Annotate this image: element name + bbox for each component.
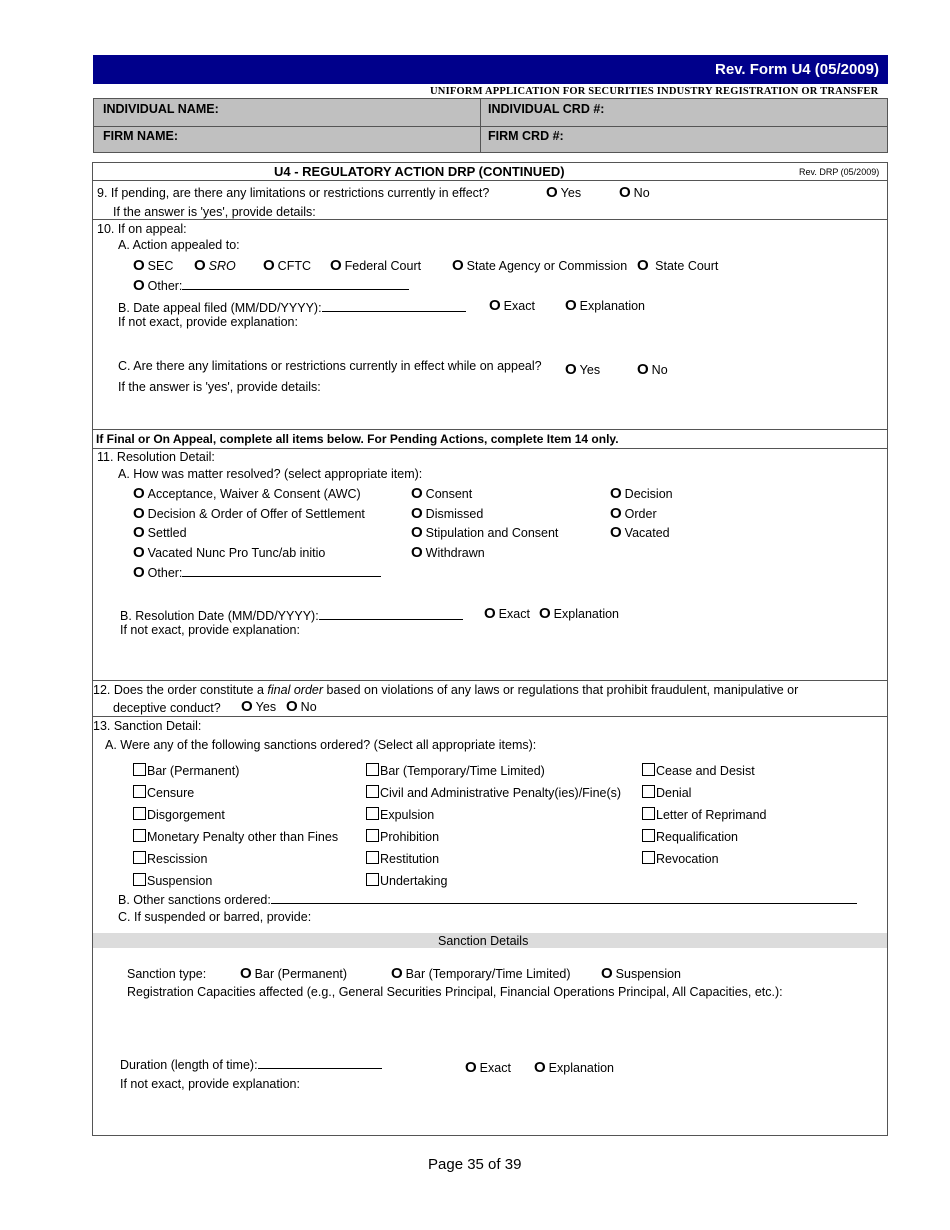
q10-c-details: If the answer is 'yes', provide details: <box>118 380 321 394</box>
checkbox-icon <box>642 785 655 798</box>
sanction-bar-permanent-option[interactable]: O Bar (Permanent) <box>240 965 348 982</box>
radio-icon: O <box>133 524 145 541</box>
q13-checkbox-option[interactable]: Monetary Penalty other than Fines <box>133 829 338 844</box>
radio-icon: O <box>565 297 577 314</box>
q10-state-agency-option[interactable]: O State Agency or Commission <box>452 257 628 274</box>
q13-title: 13. Sanction Detail: <box>93 719 202 733</box>
q11-b-not-exact: If not exact, provide explanation: <box>120 623 300 637</box>
radio-icon: O <box>411 544 423 561</box>
radio-icon: O <box>133 564 145 581</box>
radio-icon: O <box>411 524 423 541</box>
sanction-details-title: Sanction Details <box>438 934 529 948</box>
checkbox-icon <box>366 807 379 820</box>
identity-header <box>93 98 888 153</box>
q13-checkbox-option[interactable]: Prohibition <box>366 829 439 844</box>
capacities-label: Registration Capacities affected (e.g., General Securities Principal, Financial Operations Principal, All Capacities, etc.): <box>127 985 783 999</box>
q11-title: 11. Resolution Detail: <box>97 450 215 464</box>
checkbox-icon <box>642 829 655 842</box>
q13-checkbox-option[interactable]: Requalification <box>642 829 738 844</box>
q11-other-option[interactable]: O Other: <box>133 564 381 581</box>
q11-option[interactable]: O Vacated Nunc Pro Tunc/ab initio <box>133 544 326 561</box>
q13-checkbox-option[interactable]: Bar (Permanent) <box>133 763 239 778</box>
q13-checkbox-option[interactable]: Disgorgement <box>133 807 225 822</box>
q11-option[interactable]: O Acceptance, Waiver & Consent (AWC) <box>133 485 361 502</box>
q11-b-label: B. Resolution Date (MM/DD/YYYY): <box>120 608 463 623</box>
individual-crd-label: INDIVIDUAL CRD #: <box>488 102 605 116</box>
sanction-suspension-option[interactable]: O Suspension <box>601 965 681 982</box>
q9-text: 9. If pending, are there any limitations or restrictions currently in effect? <box>97 186 490 200</box>
q11-option[interactable]: O Vacated <box>610 524 670 541</box>
q10-c-label: C. Are there any limitations or restrictions currently in effect while on appeal? <box>118 359 542 373</box>
radio-icon: O <box>546 184 558 201</box>
q9-yes-option[interactable]: O Yes <box>546 184 582 201</box>
q11-option[interactable]: O Consent <box>411 485 473 502</box>
q12-line2: deceptive conduct? <box>113 701 221 715</box>
radio-icon: O <box>637 257 649 274</box>
radio-icon: O <box>539 605 551 622</box>
q13-checkbox-option[interactable]: Letter of Reprimand <box>642 807 766 822</box>
radio-icon: O <box>411 505 423 522</box>
radio-icon: O <box>637 361 649 378</box>
q10-cftc-option[interactable]: O CFTC <box>263 257 311 274</box>
q10-explanation-option[interactable]: O Explanation <box>565 297 645 314</box>
radio-icon: O <box>489 297 501 314</box>
q12-yes-option[interactable]: O Yes <box>241 698 277 715</box>
q13-other-sanctions-field[interactable] <box>271 892 857 904</box>
radio-icon: O <box>391 965 403 982</box>
checkbox-icon <box>366 829 379 842</box>
q13-c-label: C. If suspended or barred, provide: <box>118 910 312 924</box>
q11-explanation-option[interactable]: O Explanation <box>539 605 619 622</box>
q10-b-not-exact: If not exact, provide explanation: <box>118 315 298 329</box>
q10-title: 10. If on appeal: <box>97 222 187 236</box>
form-title: Rev. Form U4 (05/2009) <box>715 61 879 78</box>
radio-icon: O <box>240 965 252 982</box>
q13-checkbox-option[interactable]: Bar (Temporary/Time Limited) <box>366 763 545 778</box>
radio-icon: O <box>241 698 253 715</box>
q13-checkbox-option[interactable]: Civil and Administrative Penalty(ies)/Fine(s) <box>366 785 621 800</box>
q10-c-no-option[interactable]: O No <box>637 361 668 378</box>
radio-icon: O <box>465 1059 477 1076</box>
q13-b-label: B. Other sanctions ordered: <box>118 892 857 907</box>
q10-federal-court-option[interactable]: O Federal Court <box>330 257 422 274</box>
q13-checkbox-option[interactable]: Undertaking <box>366 873 447 888</box>
radio-icon: O <box>601 965 613 982</box>
q11-date-field[interactable] <box>319 608 463 620</box>
q10-a-label: A. Action appealed to: <box>118 238 240 252</box>
q11-option[interactable]: O Dismissed <box>411 505 484 522</box>
duration-not-exact: If not exact, provide explanation: <box>120 1077 300 1091</box>
radio-icon: O <box>133 277 145 294</box>
checkbox-icon <box>366 873 379 886</box>
checkbox-icon <box>133 829 146 842</box>
individual-name-label: INDIVIDUAL NAME: <box>103 102 219 116</box>
checkbox-icon <box>642 851 655 864</box>
checkbox-icon <box>366 851 379 864</box>
sanction-bar-temporary-option[interactable]: O Bar (Temporary/Time Limited) <box>391 965 571 982</box>
radio-icon: O <box>263 257 275 274</box>
radio-icon: O <box>610 485 622 502</box>
q13-checkbox-option[interactable]: Suspension <box>133 873 212 888</box>
radio-icon: O <box>610 524 622 541</box>
radio-icon: O <box>610 505 622 522</box>
q11-a-label: A. How was matter resolved? (select appropriate item): <box>118 467 423 481</box>
q11-other-field[interactable] <box>182 565 381 577</box>
firm-crd-label: FIRM CRD #: <box>488 129 564 143</box>
checkbox-icon <box>133 873 146 886</box>
duration-explanation-option[interactable]: O Explanation <box>534 1059 614 1076</box>
radio-icon: O <box>452 257 464 274</box>
q13-checkbox-option[interactable]: Denial <box>642 785 691 800</box>
q11-option[interactable]: O Decision <box>610 485 673 502</box>
form-subtitle: UNIFORM APPLICATION FOR SECURITIES INDUSTRY REGISTRATION OR TRANSFER <box>430 86 879 97</box>
form-title-bar <box>93 55 888 84</box>
q13-checkbox-option[interactable]: Restitution <box>366 851 439 866</box>
radio-icon: O <box>133 544 145 561</box>
radio-icon: O <box>484 605 496 622</box>
q11-option[interactable]: O Withdrawn <box>411 544 485 561</box>
duration-field[interactable] <box>258 1057 382 1069</box>
checkbox-icon <box>366 763 379 776</box>
q13-checkbox-option[interactable]: Expulsion <box>366 807 434 822</box>
q13-checkbox-option[interactable]: Rescission <box>133 851 207 866</box>
duration-label: Duration (length of time): <box>120 1057 382 1072</box>
checkbox-icon <box>133 851 146 864</box>
radio-icon: O <box>619 184 631 201</box>
page-number: Page 35 of 39 <box>428 1156 522 1173</box>
q10-b-label: B. Date appeal filed (MM/DD/YYYY): <box>118 300 466 315</box>
q11-option[interactable]: O Order <box>610 505 657 522</box>
checkbox-icon <box>642 763 655 776</box>
q11-option[interactable]: O Settled <box>133 524 187 541</box>
q10-sec-option[interactable]: O SEC <box>133 257 174 274</box>
q13-checkbox-option[interactable]: Revocation <box>642 851 719 866</box>
radio-icon: O <box>330 257 342 274</box>
q10-c-yes-option[interactable]: O Yes <box>565 361 601 378</box>
radio-icon: O <box>133 257 145 274</box>
final-note: If Final or On Appeal, complete all items below. For Pending Actions, complete Item 14 only. <box>96 432 619 446</box>
q10-exact-option[interactable]: O Exact <box>489 297 535 314</box>
section-rev: Rev. DRP (05/2009) <box>799 167 880 177</box>
q10-date-field[interactable] <box>322 300 466 312</box>
q9-details-label: If the answer is 'yes', provide details: <box>113 205 316 219</box>
q10-other-field[interactable] <box>182 278 409 290</box>
checkbox-icon <box>133 807 146 820</box>
checkbox-icon <box>133 763 146 776</box>
radio-icon: O <box>534 1059 546 1076</box>
q11-option[interactable]: O Stipulation and Consent <box>411 524 559 541</box>
checkbox-icon <box>366 785 379 798</box>
section-title: U4 - REGULATORY ACTION DRP (CONTINUED) <box>274 164 565 179</box>
duration-exact-option[interactable]: O Exact <box>465 1059 511 1076</box>
checkbox-icon <box>642 807 655 820</box>
sanction-type-label: Sanction type: <box>127 967 207 981</box>
q11-exact-option[interactable]: O Exact <box>484 605 530 622</box>
q9-no-option[interactable]: O No <box>619 184 650 201</box>
q13-checkbox-option[interactable]: Cease and Desist <box>642 763 755 778</box>
radio-icon: O <box>133 485 145 502</box>
radio-icon: O <box>194 257 206 274</box>
checkbox-icon <box>133 785 146 798</box>
radio-icon: O <box>565 361 577 378</box>
q10-state-court-option[interactable]: O State Court <box>637 257 719 274</box>
q11-option[interactable]: O Decision & Order of Offer of Settlement <box>133 505 365 522</box>
firm-name-label: FIRM NAME: <box>103 129 178 143</box>
q12-no-option[interactable]: O No <box>286 698 317 715</box>
radio-icon: O <box>286 698 298 715</box>
q10-sro-option[interactable]: O SRO <box>194 257 236 274</box>
q12-text: 12. Does the order constitute a final order based on violations of any laws or regulations that prohibit fraudulent, manipulative or <box>93 683 799 697</box>
q10-other-option[interactable]: O Other: <box>133 277 409 294</box>
q13-checkbox-option[interactable]: Censure <box>133 785 194 800</box>
radio-icon: O <box>133 505 145 522</box>
q13-a-label: A. Were any of the following sanctions ordered? (Select all appropriate items): <box>105 738 537 752</box>
radio-icon: O <box>411 485 423 502</box>
